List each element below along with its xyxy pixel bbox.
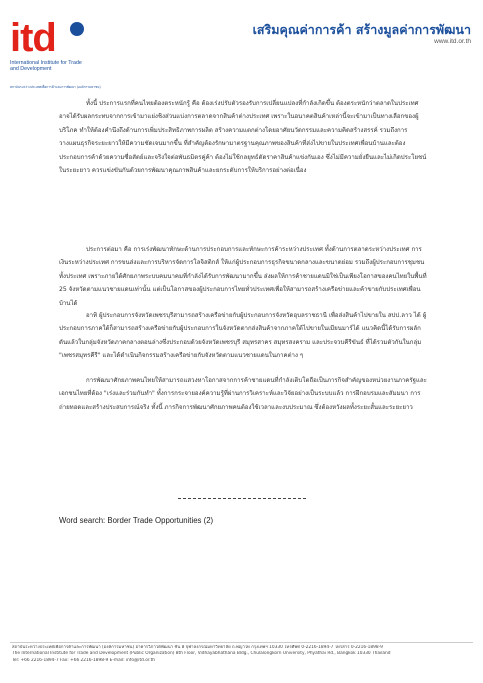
logo-letters: itd <box>10 16 56 60</box>
word-search-label: Word search: Border Trade Opportunities (2) <box>59 516 214 525</box>
footer-address-thai: สถาบันระหว่างประเทศเพื่อการค้าและการพัฒนา (องค์การมหาชน) อาคารวิภาวดีพัฒนา ชั้น 8 จุฬาลงกรณ์มหาวิทยาลัย ถ.พญาไท กรุงเทพฯ 10330 โทรศัพท์ 0-2216-1894-7 โทรสาร 0-2216-1898-9 <box>12 645 383 650</box>
logo-thai-name: สถาบันระหว่างประเทศเพื่อการค้าและการพัฒนา (องค์การมหาชน) <box>10 85 101 89</box>
paragraph-2: ประการต่อมา คือ การเร่งพัฒนาทักษะด้านการประกอบการและทักษะการค้าระหว่างประเทศ ทั้งด้านการตลาดระหว่างประเทศ การเงินระหว่างประเทศ การขนส่งและการบริหารจัดการโลจิสติกส์ ให้แก่ผู้ประกอบการธุรกิจขนาดกลางและขนาดย่อม รวมถึงผู้ประกอบการชุมชนทั้งประเทศ เพราะภายใต้ศักยภาพระบบคมนาคมที่กำลังได้รับการพัฒนามากขึ้น ส่งผลให้การค้าชายแดนมิใช่เป็นเพียงโอกาสของคนไทยในพื้นที่ 25 จังหวัดตามแนวชายแดนเท่านั้น แต่เป็นโอกาสของผู้ประกอบการไทยทั่วประเทศเพื่อให้สามารถสร้างเครือข่ายและค้าขายกับประเทศเพื่อนบ้านได้ <box>59 246 427 307</box>
footer <box>12 645 472 664</box>
header-tagline: เสริมคุณค่าการค้า สร้างมูลค่าการพัฒนา <box>252 22 471 37</box>
logo-subtitle: International Institute for Trade and Development <box>10 60 82 73</box>
footer-divider <box>10 642 473 643</box>
footer-contact: Tel: +66 2216-1894-7 Fax: +66 2216-1898-9 E-mail: info@itd.or.th <box>12 657 156 663</box>
itd-logo <box>10 16 101 92</box>
globe-icon <box>70 22 84 36</box>
section-divider <box>178 498 306 499</box>
footer-address-english: The International Institute for Trade and Development (Public Organization) 8th Floor, Vidhayabhathana Bldg., Chulalongkorn University, Phyathai Rd., Bangkok 10330 Thailand <box>12 651 391 657</box>
header-url: www.itd.or.th <box>434 38 471 45</box>
paragraph-4: การพัฒนาศักยภาพคนไทยให้สามารถแสวงหาโอกาสจากการค้าชายแดนที่กำลังเติบโตถือเป็นภารกิจสำคัญของหน่วยงานภาครัฐและเอกชนไทยที่ต้อง "เร่งและร่วมกันทำ" ทั้งการกระจายองค์ความรู้ที่ผ่านการวิเคราะห์และวิจัยอย่างเป็นระบบแล้ว การฝึกอบรมและสัมมนา การถ่ายทอดและสร้างประสบการณ์จริง ทั้งนี้ ภารกิจการพัฒนาศักยภาพคนต้องใช้เวลาและงบประมาณ ซึ่งต้องหวังผลทั้งระยะสั้นและระยะยาว <box>59 377 427 411</box>
paragraph-3: อาทิ ผู้ประกอบการจังหวัดเพชรบุรีสามารถสร้างเครือข่ายกับผู้ประกอบการจังหวัดอุบลราชธานี เพื่อส่งสินค้าไปขายใน สปป.ลาว ได้ ผู้ประกอบการภาคใต้ก็สามารถสร้างเครือข่ายกับผู้ประกอบการในจังหวัดตากส่งสินค้าจากภาคใต้ไปขายในเมียนมาร์ได้ แนวคิดนี้ได้รับการผลักดันแล้วในกลุ่มจังหวัดภาคกลางตอนล่างซึ่งประกอบด้วยจังหวัดเพชรบุรี สมุทรสาคร สมุทรสงคราม และประจวบคีรีขันธ์ ที่ได้รวมตัวกันในกลุ่ม "เพชรสมุทรคีรี" และได้ดำเนินกิจกรรมสร้างเครือข่ายกับจังหวัดตามแนวชายแดนในภาคต่าง ๆ <box>59 312 427 360</box>
paragraph-1: ทั้งนี้ ประการแรกที่คนไทยต้องตระหนักรู้ คือ ต้องเร่งปรับตัวรองรับการเปลี่ยนแปลงที่กำลังเกิดขึ้น ต้องตระหนักว่าตลาดในประเทศอาจได้รับผลกระทบจากการเข้ามาแย่งชิงส่วนแบ่งการตลาดจากสินค้าต่างประเทศ เพราะในอนาคตสินค้าเหล่านี้จะเข้ามาเป็นทางเลือกของผู้บริโภค ทำให้ต้องคำนึงถึงด้านการเพิ่มประสิทธิภาพการผลิต สร้างความแตกต่างโดยอาศัยนวัตกรรมและความคิดสร้างสรรค์ รวมถึงการวางแผนธุรกิจระยะยาวให้มีความชัดเจนมากขึ้น ที่สำคัญต้องรักษามาตรฐานคุณภาพของสินค้าที่ส่งไปขายในประเทศเพื่อนบ้านและต้องประกอบการค้าด้วยความซื่อสัตย์และจริงใจต่อพันธมิตรคู่ค้า ต้องไม่ใช้กลยุทธ์ตัดราคาสินค้าแข่งกันเอง ซึ่งไม่มีความยั่งยืนและไม่เกิดประโยชน์ในระยะยาว ควรแข่งขันกันด้วยการพัฒนาคุณภาพสินค้าและยกระดับการให้บริการอย่างต่อเนื่อง <box>59 100 427 175</box>
